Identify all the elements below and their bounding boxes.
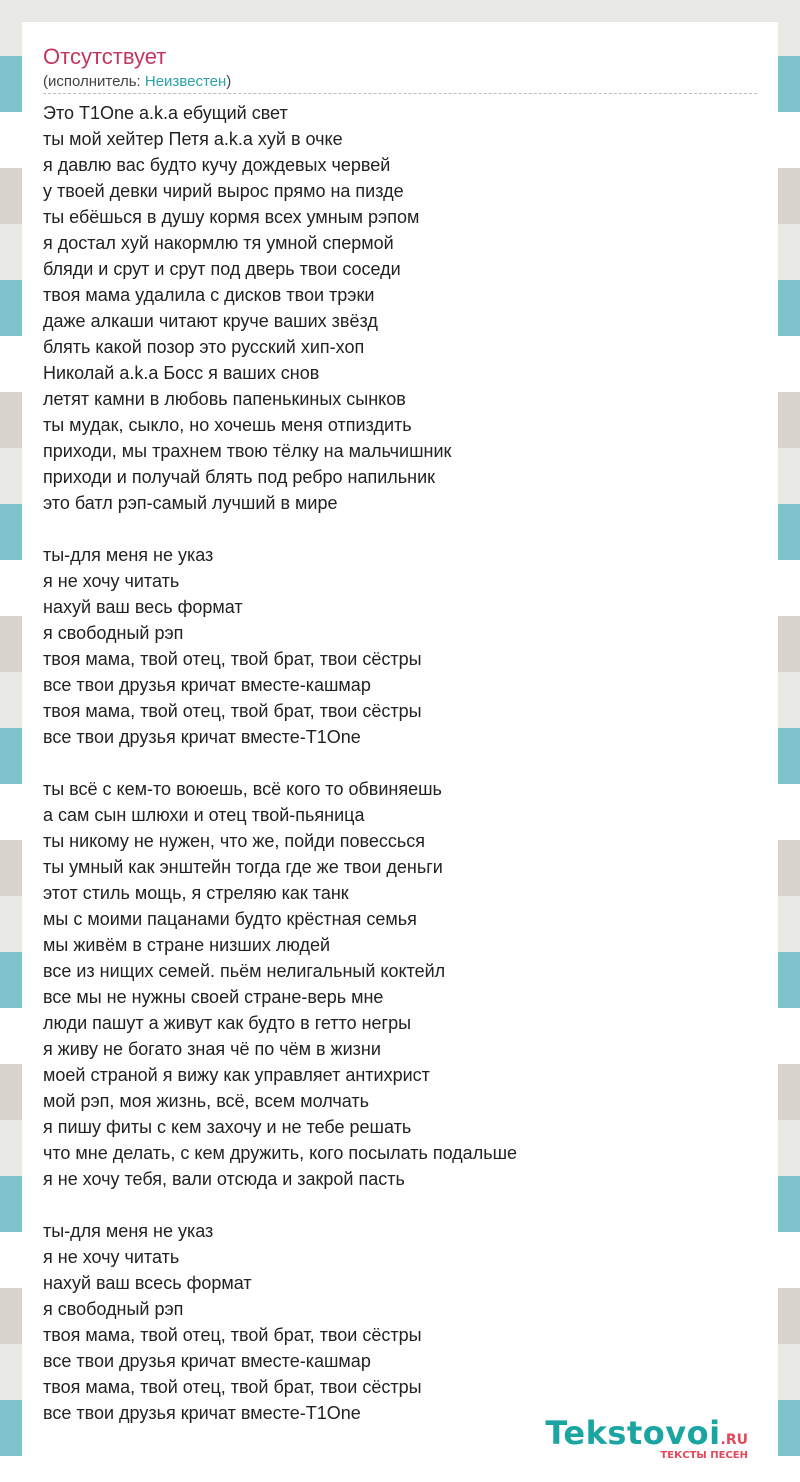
lyric-line: все твои друзья кричат вместе-кашмар (43, 675, 371, 695)
artist-line (43, 73, 231, 90)
lyric-line: все твои друзья кричат вместе-T1One (43, 727, 361, 747)
lyric-line: ты мой хейтер Петя a.k.a хуй в очке (43, 129, 343, 149)
lyric-line: бляди и срут и срут под дверь твои соседи (43, 259, 401, 279)
lyric-line: я свободный рэп (43, 1299, 184, 1319)
logo-tagline: ТЕКСТЫ ПЕСЕН (660, 1450, 748, 1461)
lyric-line: приходи и получай блять под ребро напильник (43, 467, 436, 487)
lyric-line: я не хочу читать (43, 1247, 180, 1267)
lyric-line: я достал хуй накормлю тя умной спермой (43, 233, 394, 253)
lyric-line: это батл рэп-самый лучший в мире (43, 493, 338, 513)
lyric-line: Это T1One a.k.a ебущий свет (43, 103, 288, 123)
lyric-line: ты-для меня не указ (43, 545, 214, 565)
lyric-line: я живу не богато зная чё по чём в жизни (43, 1039, 381, 1059)
logo-tld: .RU (720, 1432, 748, 1448)
lyric-line: мы живём в стране низших людей (43, 935, 331, 955)
lyric-line: летят камни в любовь папенькиных сынков (43, 389, 406, 409)
lyric-line: я пишу фиты с кем захочу и не тебе решать (43, 1117, 412, 1137)
lyric-line: все твои друзья кричат вместе-кашмар (43, 1351, 371, 1371)
lyric-line: этот стиль мощь, я стреляю как танк (43, 883, 349, 903)
lyric-line: ты умный как энштейн тогда где же твои деньги (43, 857, 443, 877)
lyric-line: блять какой позор это русский хип-хоп (43, 337, 365, 357)
lyric-line: ты мудак, сыкло, но хочешь меня отпиздить (43, 415, 412, 435)
lyric-line: я не хочу тебя, вали отсюда и закрой пасть (43, 1169, 405, 1189)
site-logo[interactable] (545, 1414, 748, 1461)
lyrics-card (22, 22, 778, 1460)
lyric-line: приходи, мы трахнем твою тёлку на мальчишник (43, 441, 452, 461)
stanza-break (43, 1192, 743, 1218)
lyric-line: моей страной я вижу как управляет антихрист (43, 1065, 430, 1085)
lyric-line: я не хочу читать (43, 571, 180, 591)
logo-wordmark: Tekstovoi (545, 1414, 721, 1452)
lyric-line: я свободный рэп (43, 623, 184, 643)
lyric-line: твоя мама, твой отец, твой брат, твои сёстры (43, 1377, 422, 1397)
lyric-line: твоя мама, твой отец, твой брат, твои сёстры (43, 1325, 422, 1345)
lyric-line: а сам сын шлюхи и отец твой-пьяница (43, 805, 365, 825)
artist-link[interactable]: Неизвестен (144, 73, 227, 90)
lyric-line: твоя мама, твой отец, твой брат, твои сёстры (43, 649, 422, 669)
lyric-line: все мы не нужны своей стране-верь мне (43, 987, 384, 1007)
lyric-line: все из нищих семей. пьём нелигальный коктейл (43, 961, 446, 981)
stanza-break (43, 750, 743, 776)
lyric-line: что мне делать, с кем дружить, кого посылать подальше (43, 1143, 518, 1163)
artist-prefix: (исполнитель: (43, 73, 145, 90)
dashed-divider (43, 93, 757, 94)
lyric-line: даже алкаши читают круче ваших звёзд (43, 311, 378, 331)
lyric-line: твоя мама удалила с дисков твои трэки (43, 285, 375, 305)
lyric-line: мой рэп, моя жизнь, всё, всем молчать (43, 1091, 370, 1111)
lyric-line: у твоей девки чирий вырос прямо на пизде (43, 181, 404, 201)
lyric-line: нахуй ваш весь формат (43, 597, 243, 617)
lyric-line: я давлю вас будто кучу дождевых червей (43, 155, 391, 175)
lyric-line: нахуй ваш всесь формат (43, 1273, 252, 1293)
lyric-line: ты ебёшься в душу кормя всех умным рэпом (43, 207, 420, 227)
lyric-line: все твои друзья кричат вместе-T1One (43, 1403, 361, 1423)
artist-suffix: ) (226, 73, 232, 90)
lyrics-text (43, 100, 743, 1426)
lyric-line: люди пашут а живут как будто в гетто негры (43, 1013, 412, 1033)
song-title: Отсутствует (43, 44, 167, 69)
lyric-line: ты никому не нужен, что же, пойди повессься (43, 831, 426, 851)
lyric-line: ты всё с кем-то воюешь, всё кого то обвиняешь (43, 779, 442, 799)
lyric-line: ты-для меня не указ (43, 1221, 214, 1241)
lyric-line: твоя мама, твой отец, твой брат, твои сёстры (43, 701, 422, 721)
stanza-break (43, 516, 743, 542)
lyric-line: мы с моими пацанами будто крёстная семья (43, 909, 417, 929)
lyric-line: Николай a.k.a Босс я ваших снов (43, 363, 320, 383)
